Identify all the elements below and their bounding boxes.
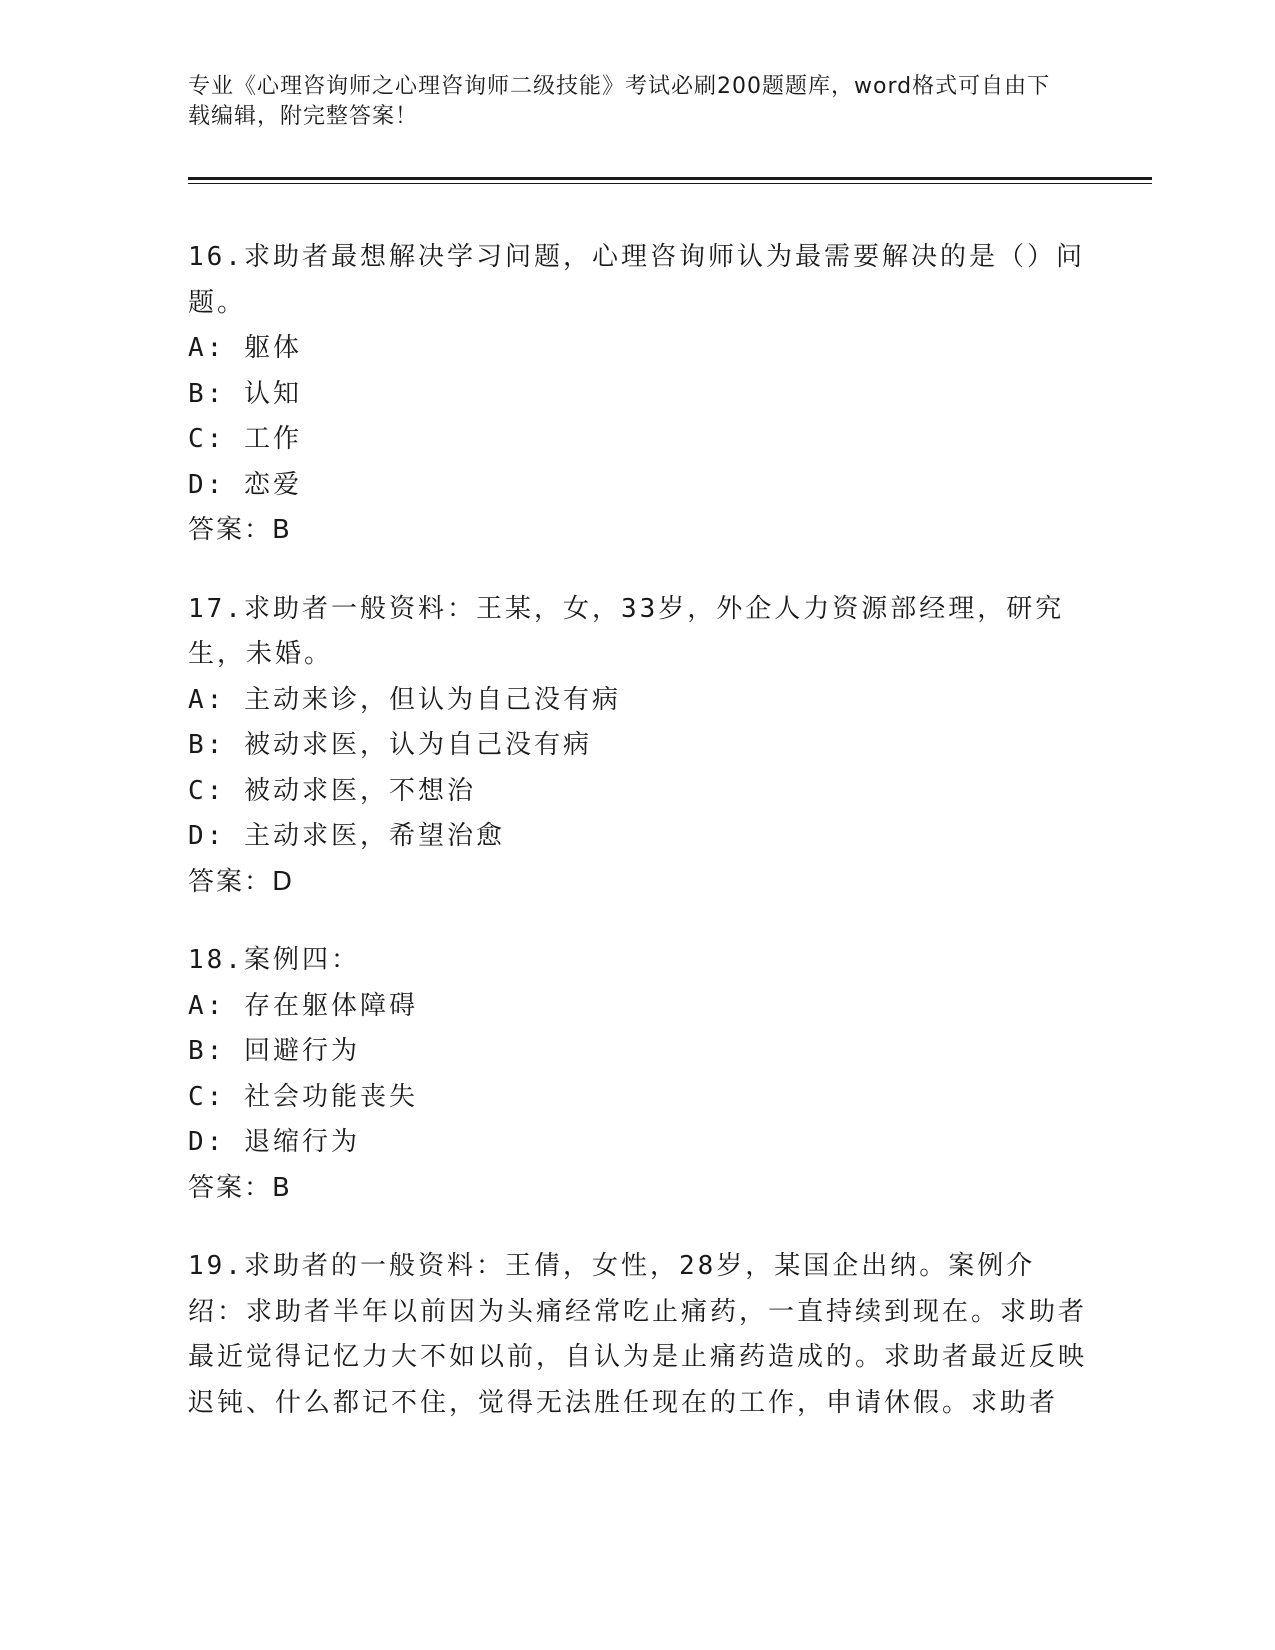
- option-c: C: 被动求医，不想治: [188, 775, 476, 806]
- question-19: [188, 1244, 1088, 1426]
- question-17: [188, 587, 1088, 906]
- header-divider-thick: [188, 177, 1152, 180]
- option-b: B: 回避行为: [188, 1036, 360, 1066]
- option-d: D: 退缩行为: [188, 1127, 360, 1157]
- document-header: 专业《心理咨询师之心理咨询师二级技能》考试必刷200题题库，word格式可自由下载编辑，附完整答案！: [188, 74, 1051, 129]
- question-list: [188, 235, 1088, 1459]
- option-b: B: 被动求医，认为自己没有病: [188, 730, 592, 760]
- question-stem: 18.案例四：: [188, 945, 360, 975]
- option-d: D: 主动求医，希望治愈: [188, 821, 505, 851]
- answer-line: 答案：B: [188, 515, 292, 545]
- option-c: C: 社会功能丧失: [188, 1081, 418, 1112]
- question-stem: 17.求助者一般资料：王某，女，33岁，外企人力资源部经理，研究生，未婚。: [188, 593, 1065, 669]
- answer-line: 答案：B: [188, 1172, 292, 1203]
- question-stem: 16.求助者最想解决学习问题，心理咨询师认为最需要解决的是（）问题。: [188, 242, 1085, 318]
- option-b: B: 认知: [188, 378, 302, 409]
- option-a: A: 存在躯体障碍: [188, 990, 418, 1021]
- question-18: [188, 938, 1088, 1211]
- question-16: [188, 235, 1088, 554]
- option-d: D: 恋爱: [188, 469, 302, 500]
- option-c: C: 工作: [188, 424, 302, 454]
- header-divider-thin: [188, 183, 1152, 184]
- answer-line: 答案：D: [188, 866, 295, 897]
- option-a: A: 主动来诊，但认为自己没有病: [188, 684, 621, 715]
- option-a: A: 躯体: [188, 333, 302, 363]
- question-stem: 19.求助者的一般资料：王倩，女性，28岁，某国企出纳。案例介绍：求助者半年以前因为头痛经常吃止痛药，一直持续到现在。求助者最近觉得记忆力大不如以前，自认为是止痛药造成的。求助者最近反映迟钝、什么都记不住，觉得无法胜任现在的工作，申请休假。求助者: [188, 1251, 1088, 1418]
